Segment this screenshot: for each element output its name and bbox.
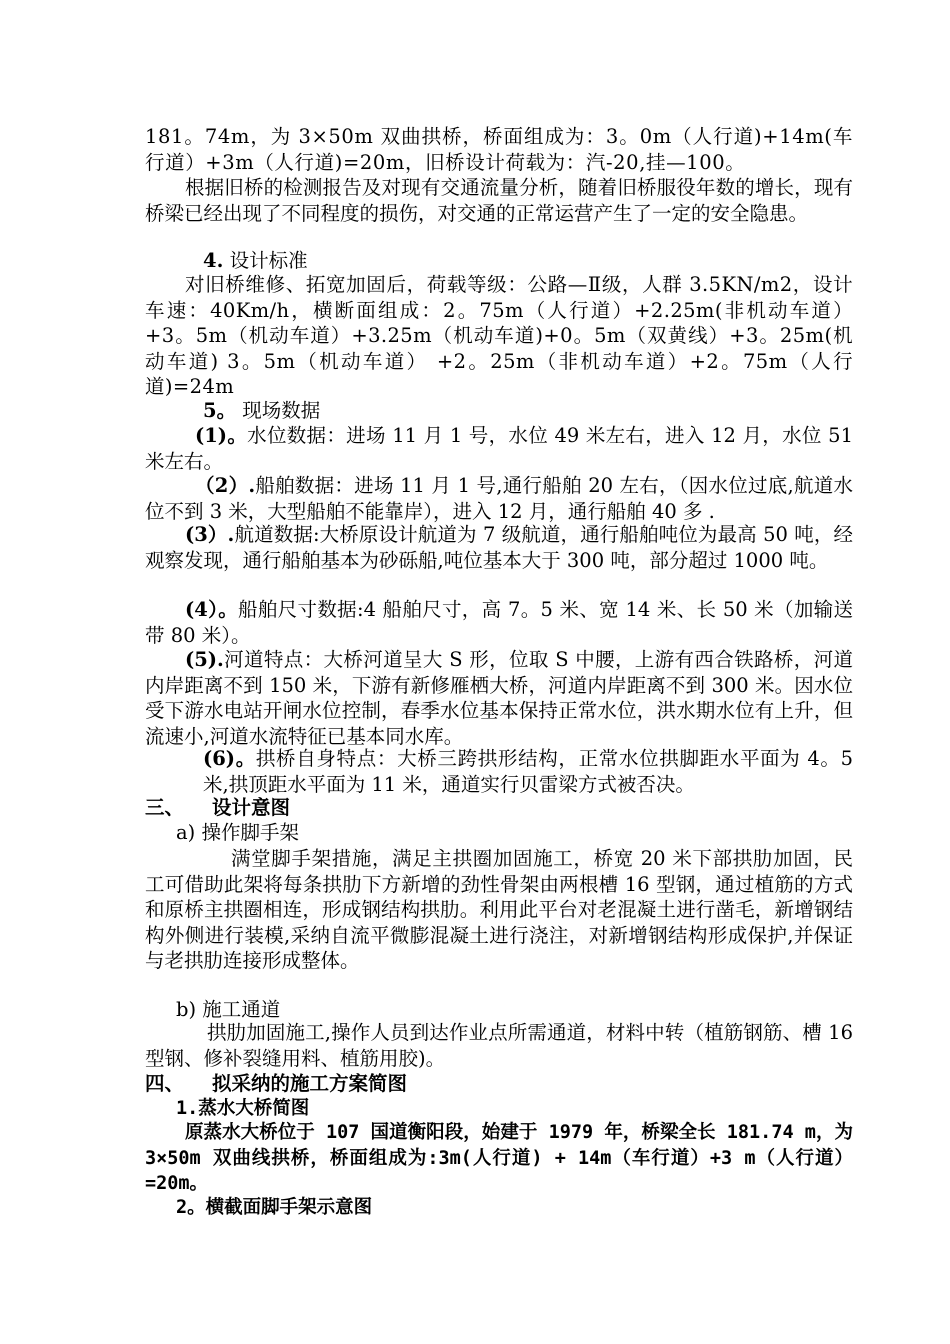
item-text: 河道特点：大桥河道呈大 S 形，位取 S 中腰，上游有西合铁路桥，河道内岸距离不到 150 米，下游有新修雁栖大桥，河道内岸距离不到 300 米。因水位受下游水电站开闸水位控制，春季水位基本保持正常水位，洪水期水位有上升，但流速小,河道水流特征已基本同水库。 — [145, 648, 853, 748]
subsection-b-title: 施工通道 — [202, 998, 281, 1021]
scaffold-paragraph: 满堂脚手架措施，满足主拱圈加固施工，桥宽 20 米下部拱肋加固，民工可借助此架将每条拱肋下方新增的劲性骨架由两根槽 16 型钢，通过植筋的方式和原桥主拱圈相连，形成钢结构拱肋。利用此平台对老混凝土进行凿毛，新增钢结构外侧进行装模,采纳自流平微膨混凝土进行浇注，对新增钢结构形成保护,并保证与老拱肋连接形成整体。 — [145, 847, 853, 972]
item-label: (6)。 — [203, 747, 256, 770]
subsection-a-heading — [176, 820, 776, 846]
section-5-heading — [203, 398, 803, 424]
section-4-heading — [203, 248, 803, 274]
subsection-b-heading — [176, 997, 776, 1023]
section-four-title: 拟采纳的施工方案简图 — [212, 1072, 408, 1095]
list-item — [145, 647, 853, 749]
subsection-2-heading: 2。横截面脚手架示意图 — [176, 1197, 373, 1218]
section-three-number: 三、 — [145, 796, 185, 819]
item-label: (3）. — [185, 523, 235, 546]
subsection-a-title: 操作脚手架 — [201, 821, 299, 844]
item-text: 航道数据:大桥原设计航道为 7 级航道，通行船舶吨位为最高 50 吨，经观察发现，通行船舶基本为砂砾船,吨位基本大于 300 吨，部分超过 1000 吨。 — [145, 523, 853, 572]
subsection-1-heading: 1.蒸水大桥简图 — [176, 1098, 310, 1119]
item-label: (5). — [185, 648, 224, 671]
section-4-title: 设计标准 — [229, 249, 308, 272]
item-label: （2）. — [195, 474, 256, 497]
access-paragraph: 拱肋加固施工,操作人员到达作业点所需通道，材料中转（植筋钢筋、槽 16 型钢、修补裂缝用料、植筋用胶)。 — [145, 1021, 853, 1070]
section-four-heading — [145, 1071, 853, 1097]
bridge-summary-paragraph: 原蒸水大桥位于 107 国道衡阳段，始建于 1979 年，桥梁全长 181.74 m，为 3×50m 双曲线拱桥，桥面组成为:3m(人行道) + 14m（车行道）+3 m（人行道）=20m。 — [145, 1122, 853, 1194]
section-5-number: 5。 — [203, 399, 237, 422]
section-four-number: 四、 — [145, 1072, 185, 1095]
item-text: 船舶尺寸数据:4 船舶尺寸，高 7。5 米、宽 14 米、长 50 米（加输送带 80 米）。 — [145, 598, 853, 647]
list-item — [145, 597, 853, 648]
subsection-b-label: b) — [176, 998, 197, 1021]
section-three-heading — [145, 795, 853, 821]
list-item — [145, 423, 853, 474]
old-bridge-paragraph: 181。74m，为 3×50m 双曲拱桥，桥面组成为：3。0m（人行道)+14m(车行道）+3m（人行道)=20m，旧桥设计荷载为：汽-20,挂—100。 — [145, 125, 853, 174]
section-4-number: 4. — [203, 249, 224, 272]
standard-paragraph: 对旧桥维修、拓宽加固后，荷载等级：公路—Ⅱ级，人群 3.5KN/m2，设计车速：40Km/h，横断面组成：2。75m（人行道）+2.25m(非机动车道）+3。5m（机动车道）+3.25m（机动车道)+0。5m（双黄线）+3。25m(机动车道) 3。5m（机动车道） +2。25m（非机动车道）+2。75m（人行道)=24m — [145, 273, 853, 398]
item-text: 水位数据：进场 11 月 1 号，水位 49 米左右，进入 12 月，水位 51 米左右。 — [145, 424, 853, 473]
list-item — [145, 522, 853, 573]
list-item — [203, 746, 853, 797]
section-5-title: 现场数据 — [242, 399, 321, 422]
item-label: (4）。 — [185, 598, 239, 621]
list-item — [145, 473, 853, 524]
item-label: (1)。 — [195, 424, 248, 447]
damage-paragraph: 根据旧桥的检测报告及对现有交通流量分析，随着旧桥服役年数的增长，现有桥梁已经出现了不同程度的损伤，对交通的正常运营产生了一定的安全隐患。 — [145, 176, 853, 225]
section-three-title: 设计意图 — [212, 796, 291, 819]
subsection-a-label: a) — [176, 821, 196, 844]
item-text: 拱桥自身特点：大桥三跨拱形结构，正常水位拱脚距水平面为 4。5 米,拱顶距水平面为 11 米，通道实行贝雷梁方式被否决。 — [203, 747, 853, 796]
item-text: 船舶数据：进场 11 月 1 号,通行船舶 20 左右，（因水位过底,航道水位不到 3 米，大型船舶不能靠岸），进入 12 月，通行船舶 40 多 . — [145, 474, 854, 523]
